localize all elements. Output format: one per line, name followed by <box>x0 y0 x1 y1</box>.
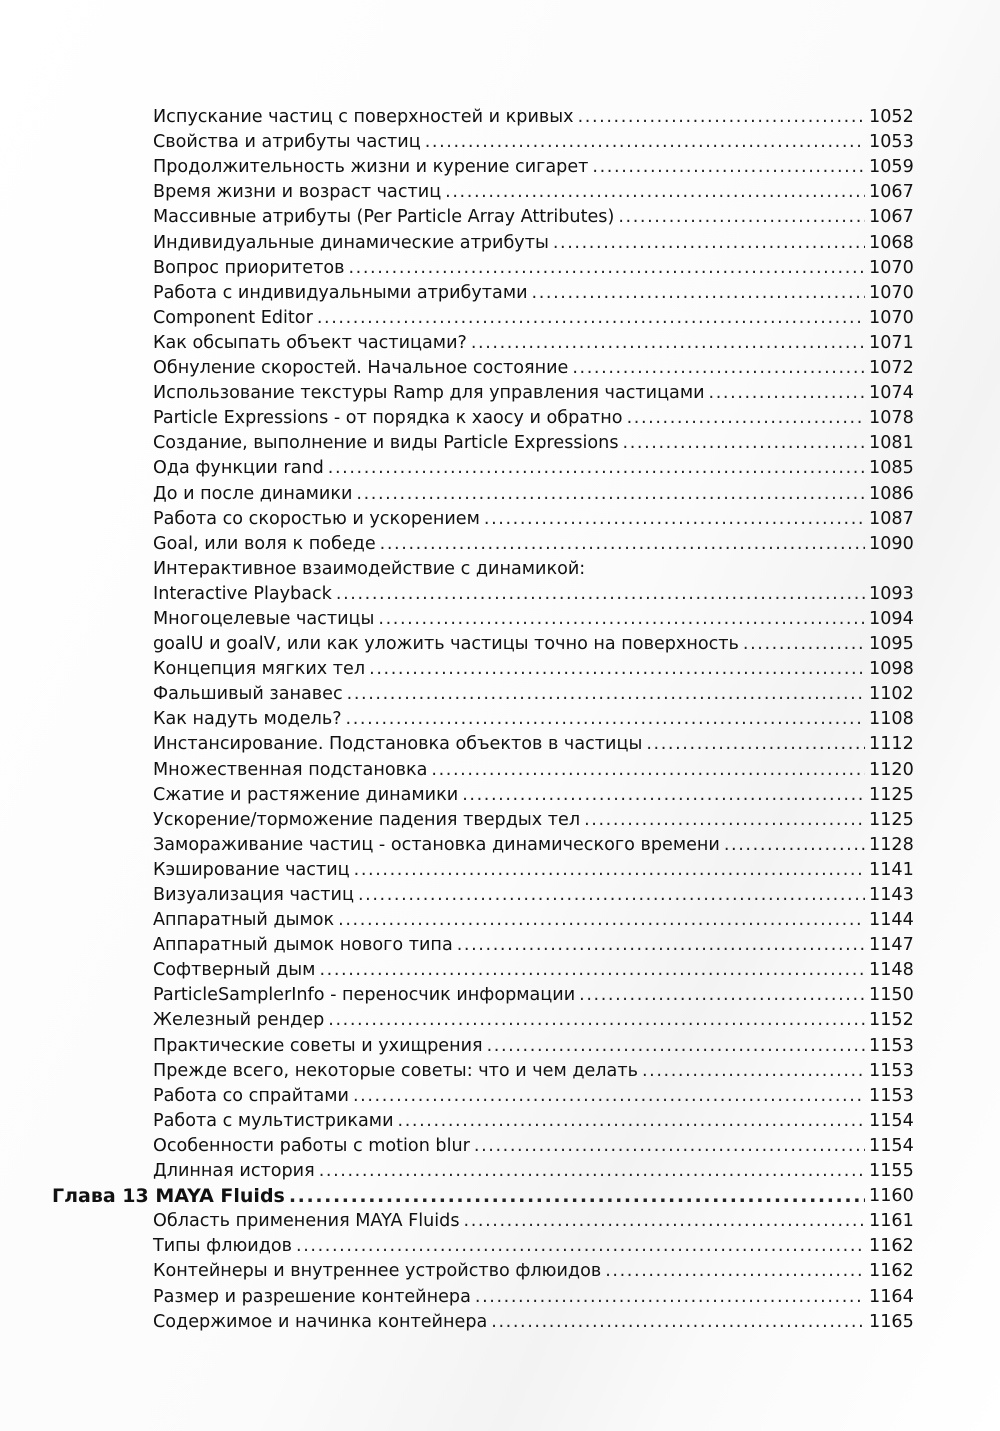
toc-entry <box>0 353 1000 378</box>
toc-entry <box>0 1231 1000 1256</box>
toc-entry-title: Концепция мягких тел <box>153 659 366 680</box>
toc-entry-page-number: 1153 <box>869 1035 914 1056</box>
toc-entry-title: Работа с мультистриками <box>153 1110 394 1131</box>
toc-entry-title: Практические советы и ухищрения <box>153 1035 483 1056</box>
dot-leader <box>623 433 866 453</box>
toc-entry-page-number: 1162 <box>869 1261 914 1282</box>
toc-entry-page-number: 1071 <box>869 332 914 353</box>
toc-entry-page-number: 1141 <box>869 859 914 880</box>
toc-entry-page-number: 1094 <box>869 608 914 629</box>
toc-entry <box>0 579 1000 604</box>
toc-entry-page-number: 1067 <box>869 207 914 228</box>
toc-entry <box>0 504 1000 529</box>
toc-entry-page-number: 1147 <box>869 935 914 956</box>
toc-entry <box>0 955 1000 980</box>
dot-leader <box>296 1236 865 1256</box>
toc-entry-page-number: 1108 <box>869 709 914 730</box>
toc-entry-page-number: 1162 <box>869 1236 914 1257</box>
toc-entry-title: Component Editor <box>153 307 313 328</box>
table-of-contents <box>0 102 1000 1332</box>
toc-entry-page-number: 1154 <box>869 1110 914 1131</box>
toc-entry-title: Аппаратный дымок <box>153 910 335 931</box>
dot-leader <box>354 860 865 880</box>
toc-entry <box>0 554 1000 579</box>
toc-chapter-entry <box>0 1181 1000 1206</box>
toc-entry-page-number: 1072 <box>869 358 914 379</box>
toc-entry-page-number: 1068 <box>869 232 914 253</box>
toc-entry-title: Как надуть модель? <box>153 709 342 730</box>
toc-entry-title: Испускание частиц с поверхностей и кривых <box>153 107 574 128</box>
toc-entry <box>0 529 1000 554</box>
toc-entry-page-number: 1155 <box>869 1161 914 1182</box>
toc-entry <box>0 754 1000 779</box>
toc-entry <box>0 1206 1000 1231</box>
toc-entry-title: Использование текстуры Ramp для управления частицами <box>153 383 705 404</box>
toc-entry-page-number: 1070 <box>869 282 914 303</box>
toc-entry-page-number: 1164 <box>869 1286 914 1307</box>
toc-entry <box>0 152 1000 177</box>
toc-entry <box>0 1005 1000 1030</box>
toc-entry-page-number: 1150 <box>869 985 914 1006</box>
dot-leader <box>378 609 865 629</box>
toc-entry-page-number: 1093 <box>869 583 914 604</box>
toc-entry-title: Типы флюидов <box>153 1236 292 1257</box>
toc-entry-title: Время жизни и возраст частиц <box>153 182 442 203</box>
toc-entry-page-number: 1052 <box>869 107 914 128</box>
toc-entry-title: Ода функции rand <box>153 458 324 479</box>
toc-entry <box>0 704 1000 729</box>
toc-entry <box>0 729 1000 754</box>
toc-entry-title: Свойства и атрибуты частиц <box>153 132 421 153</box>
toc-entry-page-number: 1074 <box>869 383 914 404</box>
toc-entry <box>0 202 1000 227</box>
dot-leader <box>289 1186 865 1206</box>
toc-entry-title: Работа со скоростью и ускорением <box>153 508 480 529</box>
toc-entry-page-number: 1059 <box>869 157 914 178</box>
dot-leader <box>484 509 865 529</box>
dot-leader <box>380 534 865 554</box>
dot-leader <box>491 1312 865 1332</box>
toc-entry-page-number: 1090 <box>869 533 914 554</box>
dot-leader <box>328 458 865 478</box>
toc-entry-title: Размер и разрешение контейнера <box>153 1286 471 1307</box>
toc-entry-title: Интерактивное взаимодействие с динамикой: <box>153 558 586 579</box>
toc-entry <box>0 654 1000 679</box>
toc-entry <box>0 1106 1000 1131</box>
toc-entry <box>0 1156 1000 1181</box>
toc-entry <box>0 127 1000 152</box>
toc-entry <box>0 253 1000 278</box>
toc-entry <box>0 679 1000 704</box>
dot-leader <box>356 484 865 504</box>
dot-leader <box>347 684 865 704</box>
toc-entry <box>0 1307 1000 1332</box>
toc-entry-title: Goal, или воля к победе <box>153 533 376 554</box>
toc-entry <box>0 227 1000 252</box>
toc-entry-page-number: 1112 <box>869 734 914 755</box>
toc-entry-page-number: 1153 <box>869 1085 914 1106</box>
dot-leader <box>317 308 865 328</box>
toc-entry-page-number: 1081 <box>869 433 914 454</box>
toc-entry-page-number: 1161 <box>869 1211 914 1232</box>
dot-leader <box>627 408 865 428</box>
dot-leader <box>338 910 865 930</box>
toc-entry-page-number: 1152 <box>869 1010 914 1031</box>
toc-entry-title: Прежде всего, некоторые советы: что и чем делать <box>153 1060 638 1081</box>
toc-entry-title: Вопрос приоритетов <box>153 257 345 278</box>
toc-entry-page-number: 1120 <box>869 759 914 780</box>
toc-entry-page-number: 1160 <box>869 1186 914 1207</box>
toc-entry-title: Замораживание частиц - остановка динамического времени <box>153 834 720 855</box>
dot-leader <box>464 1211 866 1231</box>
dot-leader <box>579 985 865 1005</box>
toc-entry-title: Interactive Playback <box>153 583 332 604</box>
toc-entry-page-number: 1102 <box>869 684 914 705</box>
dot-leader <box>336 584 865 604</box>
dot-leader <box>328 1010 865 1030</box>
toc-entry-title: Обнуление скоростей. Начальное состояние <box>153 358 569 379</box>
toc-entry <box>0 1081 1000 1106</box>
dot-leader <box>398 1111 865 1131</box>
toc-entry-title: Многоцелевые частицы <box>153 608 375 629</box>
toc-entry-title: Множественная подстановка <box>153 759 428 780</box>
dot-leader <box>572 358 865 378</box>
toc-entry-page-number: 1098 <box>869 659 914 680</box>
toc-entry-page-number: 1053 <box>869 132 914 153</box>
toc-entry-title: Сжатие и растяжение динамики <box>153 784 459 805</box>
toc-entry-title: Работа со спрайтами <box>153 1085 349 1106</box>
toc-entry-page-number: 1087 <box>869 508 914 529</box>
toc-entry-page-number: 1095 <box>869 634 914 655</box>
dot-leader <box>724 835 865 855</box>
dot-leader <box>642 1061 865 1081</box>
toc-entry-title: Софтверный дым <box>153 960 316 981</box>
toc-entry <box>0 805 1000 830</box>
toc-entry <box>0 1131 1000 1156</box>
toc-entry-title: До и после динамики <box>153 483 353 504</box>
toc-entry-page-number: 1153 <box>869 1060 914 1081</box>
toc-entry-title: Particle Expressions - от порядка к хаосу и обратно <box>153 408 623 429</box>
dot-leader <box>462 785 865 805</box>
toc-entry-title: Глава 13 MAYA Fluids <box>52 1185 285 1208</box>
toc-entry-title: Работа с индивидуальными атрибутами <box>153 282 528 303</box>
dot-leader <box>584 810 865 830</box>
toc-entry-title: Создание, выполнение и виды Particle Expressions <box>153 433 619 454</box>
toc-entry <box>0 855 1000 880</box>
toc-entry-title: Область применения MAYA Fluids <box>153 1211 460 1232</box>
toc-entry-page-number: 1067 <box>869 182 914 203</box>
toc-entry <box>0 880 1000 905</box>
toc-entry-title: Фальшивый занавес <box>153 684 343 705</box>
toc-entry <box>0 1256 1000 1281</box>
toc-entry-title: Ускорение/торможение падения твердых тел <box>153 809 581 830</box>
toc-entry <box>0 1281 1000 1306</box>
dot-leader <box>445 182 865 202</box>
toc-entry <box>0 604 1000 629</box>
toc-entry-page-number: 1154 <box>869 1135 914 1156</box>
dot-leader <box>471 333 865 353</box>
toc-entry <box>0 780 1000 805</box>
toc-entry-page-number: 1070 <box>869 307 914 328</box>
dot-leader <box>532 283 865 303</box>
toc-entry-page-number: 1148 <box>869 960 914 981</box>
toc-entry <box>0 980 1000 1005</box>
toc-entry-title: Длинная история <box>153 1161 315 1182</box>
dot-leader <box>475 1287 865 1307</box>
toc-entry-title: Контейнеры и внутреннее устройство флюидов <box>153 1261 602 1282</box>
toc-entry-page-number: 1085 <box>869 458 914 479</box>
toc-entry <box>0 905 1000 930</box>
toc-entry <box>0 177 1000 202</box>
toc-entry <box>0 328 1000 353</box>
toc-entry <box>0 478 1000 503</box>
toc-entry-page-number: 1078 <box>869 408 914 429</box>
dot-leader <box>425 132 865 152</box>
toc-entry <box>0 303 1000 328</box>
toc-entry-page-number: 1070 <box>869 257 914 278</box>
toc-entry <box>0 403 1000 428</box>
toc-entry-page-number: 1165 <box>869 1311 914 1332</box>
toc-entry <box>0 1056 1000 1081</box>
toc-entry <box>0 278 1000 303</box>
dot-leader <box>369 659 865 679</box>
dot-leader <box>457 935 865 955</box>
toc-entry <box>0 453 1000 478</box>
toc-entry <box>0 629 1000 654</box>
toc-entry-page-number: 1128 <box>869 834 914 855</box>
toc-entry-title: goalU и goalV, или как уложить частицы точно на поверхность <box>153 634 739 655</box>
toc-entry-title: Кэширование частиц <box>153 859 350 880</box>
toc-entry-title: Визуализация частиц <box>153 885 354 905</box>
dot-leader <box>431 760 865 780</box>
toc-entry-page-number: 1125 <box>869 809 914 830</box>
toc-entry <box>0 930 1000 955</box>
toc-entry-title: ParticleSamplerInfo - переносчик информации <box>153 985 576 1006</box>
toc-entry-title: Индивидуальные динамические атрибуты <box>153 232 549 253</box>
dot-leader <box>743 634 865 654</box>
toc-entry-page-number: 1125 <box>869 784 914 805</box>
toc-entry <box>0 428 1000 453</box>
dot-leader <box>618 207 865 227</box>
toc-entry <box>0 102 1000 127</box>
toc-entry-title: Как обсыпать объект частицами? <box>153 332 467 353</box>
dot-leader <box>348 258 865 278</box>
toc-entry-title: Содержимое и начинка контейнера <box>153 1311 488 1332</box>
dot-leader <box>592 157 865 177</box>
dot-leader <box>487 1036 865 1056</box>
dot-leader <box>553 233 865 253</box>
dot-leader <box>353 1086 865 1106</box>
toc-entry-title: Продолжительность жизни и курение сигарет <box>153 157 589 178</box>
toc-entry-page-number: 1086 <box>869 483 914 504</box>
dot-leader <box>358 885 865 905</box>
toc-entry-page-number: 1143 <box>869 885 914 905</box>
toc-entry-title: Аппаратный дымок нового типа <box>153 935 453 956</box>
toc-entry-title: Железный рендер <box>153 1010 325 1031</box>
toc-entry-page-number: 1144 <box>869 910 914 931</box>
toc-entry-title: Особенности работы с motion blur <box>153 1135 470 1156</box>
toc-entry-title: Инстансирование. Подстановка объектов в частицы <box>153 734 643 755</box>
dot-leader <box>319 960 865 980</box>
toc-entry <box>0 830 1000 855</box>
dot-leader <box>346 709 865 729</box>
dot-leader <box>646 734 865 754</box>
toc-entry <box>0 378 1000 403</box>
dot-leader <box>474 1136 865 1156</box>
dot-leader <box>578 107 865 127</box>
toc-entry <box>0 1030 1000 1055</box>
toc-entry-title: Массивные атрибуты (Per Particle Array Attributes) <box>153 207 615 228</box>
dot-leader <box>709 383 865 403</box>
dot-leader <box>319 1161 865 1181</box>
dot-leader <box>605 1261 865 1281</box>
